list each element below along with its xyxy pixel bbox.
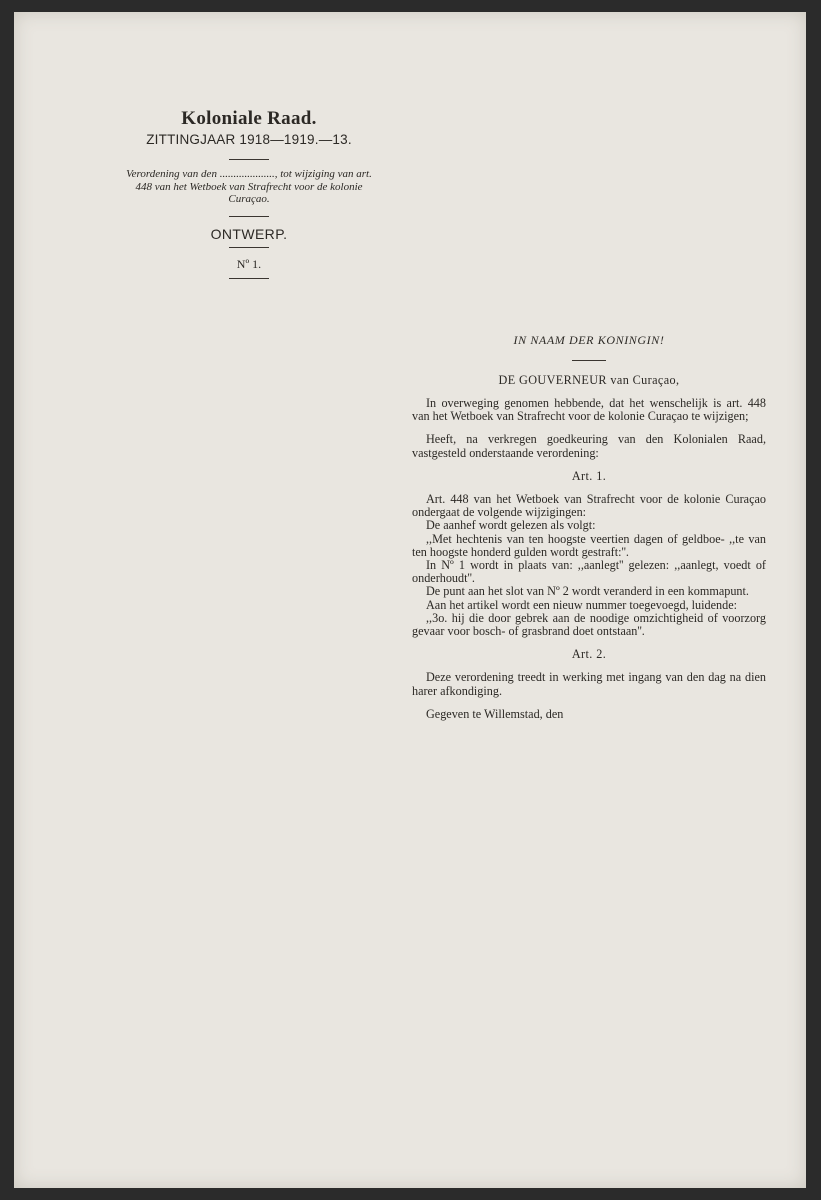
document-page	[14, 12, 806, 1188]
ordinance-body	[412, 332, 766, 731]
article-line: ,,Met hechtenis van ten hoogste veertien dagen of geldboe- ,,te van ten hoogste honderd gulden wordt gestraft:''.	[412, 531, 766, 559]
article-line: ,,3o. hij die door gebrek aan de noodige omzichtigheid of voorzorg gevaar voor bosch- of grasbrand doet ontstaan''.	[412, 610, 766, 639]
article-2-text: Deze verordening treedt in werking met ingang van den dag na dien harer afkondiging.	[412, 670, 766, 698]
divider	[229, 216, 269, 217]
article-line: De aanhef wordt gelezen als volgt:	[426, 518, 596, 533]
preamble-paragraph: In overweging genomen hebbende, dat het wenschelijk is art. 448 van het Wetboek van Strafrecht voor de kolonie Curaçao te wijzigen;	[412, 396, 766, 424]
closing-line: Gegeven te Willemstad, den	[426, 706, 564, 721]
article-line: Art. 448 van het Wetboek van Strafrecht voor de kolonie Curaçao ondergaat de volgende wijzigingen:	[412, 492, 766, 520]
divider	[229, 247, 269, 248]
divider	[572, 360, 606, 361]
invocation: IN NAAM DER KONINGIN!	[513, 333, 665, 347]
article-1-text	[412, 493, 766, 638]
draft-number: Nº 1.	[236, 256, 262, 271]
session-year: ZITTINGJAAR 1918—1919.—13.	[146, 132, 352, 147]
document-header	[118, 107, 380, 287]
divider	[229, 159, 269, 160]
article-heading: Art. 2.	[571, 647, 607, 662]
preamble-paragraph: Heeft, na verkregen goedkeuring van den Kolonialen Raad, vastgesteld onderstaande verordening:	[412, 432, 766, 460]
article-heading: Art. 1.	[571, 468, 607, 483]
governor-line: DE GOUVERNEUR van Curaçao,	[498, 373, 680, 387]
article-line: In Nº 1 wordt in plaats van: ,,aanlegt'' gelezen: ,,aanlegt, voedt of onderhoudt''.	[412, 558, 766, 586]
council-title: Koloniale Raad.	[181, 108, 317, 129]
article-line: De punt aan het slot van Nº 2 wordt veranderd in een kommapunt.	[426, 584, 749, 599]
divider	[229, 278, 269, 279]
ordinance-subject: Verordening van den ...................., tot wijziging van art. 448 van het Wetboek van Strafrecht voor de kolonie Curaçao.	[126, 168, 372, 205]
draft-label: ONTWERP.	[210, 225, 288, 242]
article-line: Aan het artikel wordt een nieuw nummer toegevoegd, luidende:	[426, 597, 738, 612]
